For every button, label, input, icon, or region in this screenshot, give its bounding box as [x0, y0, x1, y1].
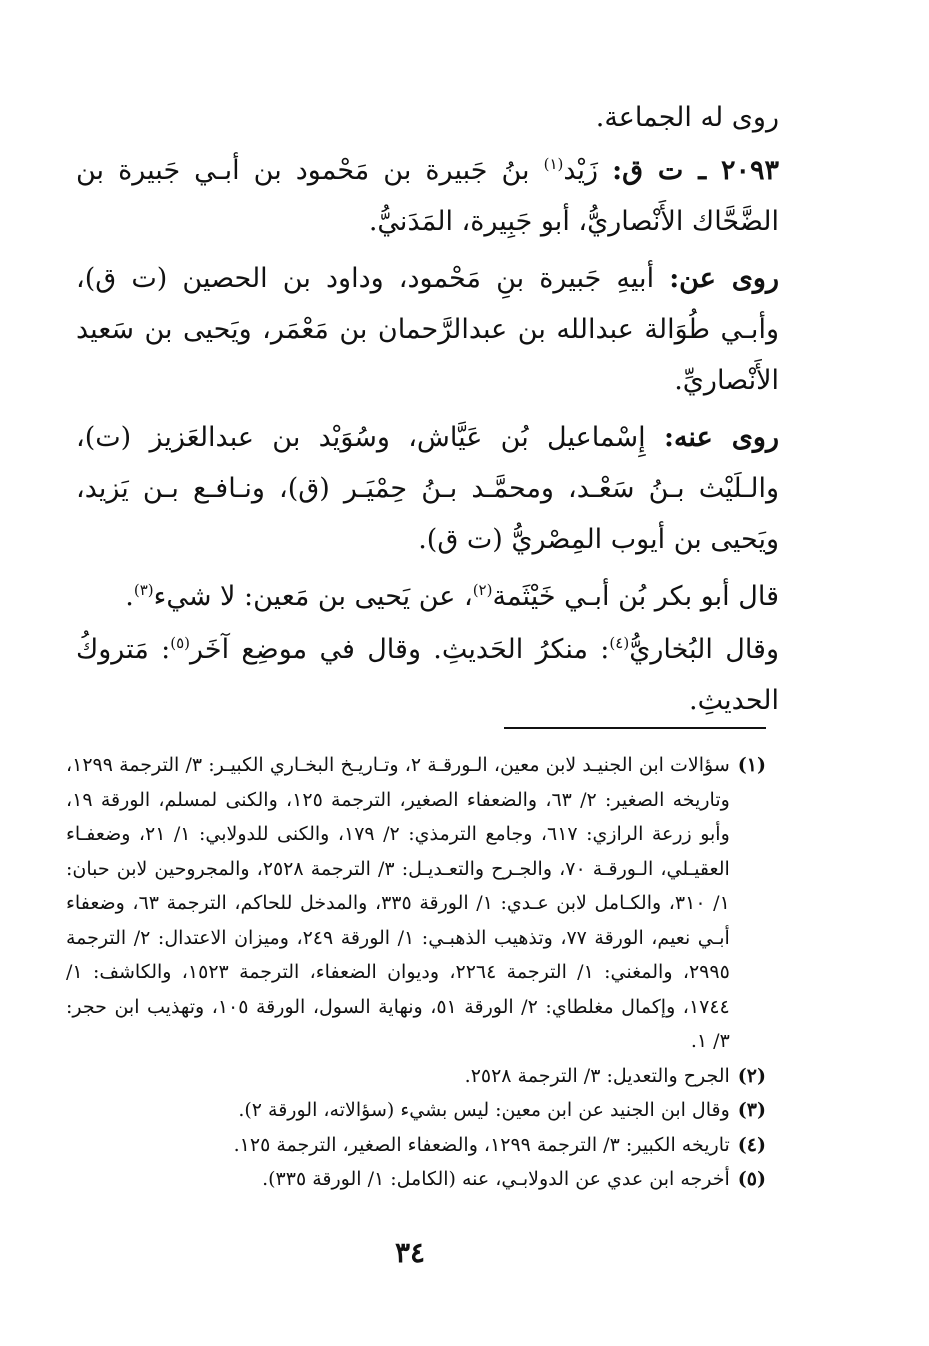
- entry-heading: [76, 145, 779, 247]
- paragraph-ibn-abi-khaythama: [76, 571, 779, 622]
- footnote-number: (٢): [737, 1064, 766, 1087]
- footnote-ref-5[interactable]: (٥): [170, 634, 191, 652]
- footnote-text: سؤالات ابن الجنيـد لابن معين، الـورقـة ٢، وتـاريـخ البخـاري الكبيـر: ٣/ الترجمة ١٢٩٩، وتاريخه الصغير: ٢/ ٦٣، والضعفاء الصغير، الترجمة ١٢٥، والكنى لمسلم، الورقة ١٩، وأبو زرعة الرازي: ٦١٧، وجامع الترمذي: ٢/ ١٧٩، والكنى للدولابي: ١/ ٢١، وضعفـاء العقيـلي، الـورقـة ٧٠، والجـرح والتعـديـل: ٣/ الترجمة ٢٥٢٨، والمجروحين لابن حبان: ١/ ٣١٠، والكـامل لابن عـدي: ١/ الورقة ٣٣٥، والمدخل للحاكم، الترجمة ٦٣، وضعفاء أبـي نعيم، الورقة ٧٧، وتذهيب الذهبـي: ١/ الورقة ٢٤٩، وميزان الاعتدال: ٢/ الترجمة ٢٩٩٥، والمغني: ١/ الترجمة ٢٢٦٤، وديوان الضعفاء، الترجمة ١٥٢٣، والكاشف: ١/ ١٧٤٤، وإكمال مغلطاي: ٢/ الورقة ٥١، ونهاية السول، الورقة ١٠٥، وتهذيب ابن حجر: ٣/ ١.: [66, 754, 730, 1052]
- footnote-number: (١): [737, 754, 766, 776]
- footnote-ref-4[interactable]: (٤): [609, 634, 630, 652]
- footnote-text: الجرح والتعديل: ٣/ الترجمة ٢٥٢٨.: [464, 1064, 730, 1087]
- footnote-text: أخرجه ابن عدي عن الدولابـي، عنه (الكامل: ١/ الورقة ٣٣٥).: [262, 1168, 730, 1190]
- footnote-ref-2[interactable]: (٢): [472, 581, 493, 599]
- paragraph-narrated-from: [76, 253, 779, 406]
- footnote-3: [66, 1093, 766, 1128]
- main-text: [76, 92, 779, 732]
- footnote-number: (٥): [737, 1168, 766, 1190]
- footnotes: [66, 748, 766, 1197]
- footnote-number: (٣): [737, 1099, 766, 1121]
- page-number: ٣٤: [394, 1236, 426, 1269]
- paragraph-bukhari: [76, 624, 779, 726]
- footnote-text: وقال ابن الجنيد عن ابن معين: ليس بشيء (سؤالاته، الورقة ٢).: [238, 1099, 730, 1121]
- entry-name: زَيْد: [563, 155, 613, 186]
- label-narrated-by: روى عنه:: [663, 422, 780, 453]
- statement-text: : منكرُ الحَديثِ. وقال في موضِع آخَر: [190, 634, 610, 665]
- footnote-2: [66, 1059, 766, 1094]
- statement-text: .: [125, 581, 134, 612]
- label-narrated-from: روى عن:: [669, 263, 779, 294]
- paragraph-text: روى له الجماعة.: [595, 102, 779, 133]
- footnote-number: (٤): [737, 1133, 766, 1156]
- entry-number: ٢٠٩٣ ـ ت ق:: [612, 155, 779, 186]
- footnote-1: [66, 748, 766, 1059]
- narrated-from-list: أبيهِ جَبيرة بنِ مَحْمود، وداود بن الحصين (ت ق)، وأبـي طُوَالة عبدالله بن عبدالرَّحمان بن مَعْمَر، ويَحيى بن سَعيد الأَنْصاريِّ.: [76, 263, 779, 396]
- narrated-by-list: إِسْماعيل بُن عَيَّاش، وسُوَيْد بن عبدالعَزيز (ت)، والـلَيْث بـنُ سَعْـد، ومحمَّـد بـنُ حِمْيَـر (ق)، ونـافـع بـن يَزيد، ويَحيى بن أيوب المِصْريُّ (ت ق).: [76, 422, 779, 555]
- statement-text: وقال البُخاريُّ: [629, 634, 780, 665]
- paragraph-narrated-by: [76, 412, 779, 565]
- statement-text: قال أبو بكر بُن أبـي خَيْثَمة: [492, 581, 779, 612]
- statement-text: ، عن يَحيى بن مَعين: لا شيء: [153, 581, 473, 612]
- statement-text: : مَتروكُ الحديثِ.: [76, 634, 779, 716]
- footnote-divider: [504, 727, 766, 729]
- footnote-text: تاريخه الكبير: ٣/ الترجمة ١٢٩٩، والضعفاء الصغير، الترجمة ١٢٥.: [233, 1133, 730, 1156]
- footnote-5: [66, 1162, 766, 1197]
- paragraph-narrated-by-all: [76, 92, 779, 143]
- footnote-4: [66, 1128, 766, 1163]
- footnote-ref-1[interactable]: (١): [543, 155, 564, 173]
- footnote-ref-3[interactable]: (٣): [133, 581, 154, 599]
- entry-lineage: بنُ جَبيرة بن مَحْمود بن أبـي جَبيرة بن الضَّحَّاك الأَنْصاريُّ، أبو جَبِيرة، المَدَنيُّ.: [76, 155, 779, 237]
